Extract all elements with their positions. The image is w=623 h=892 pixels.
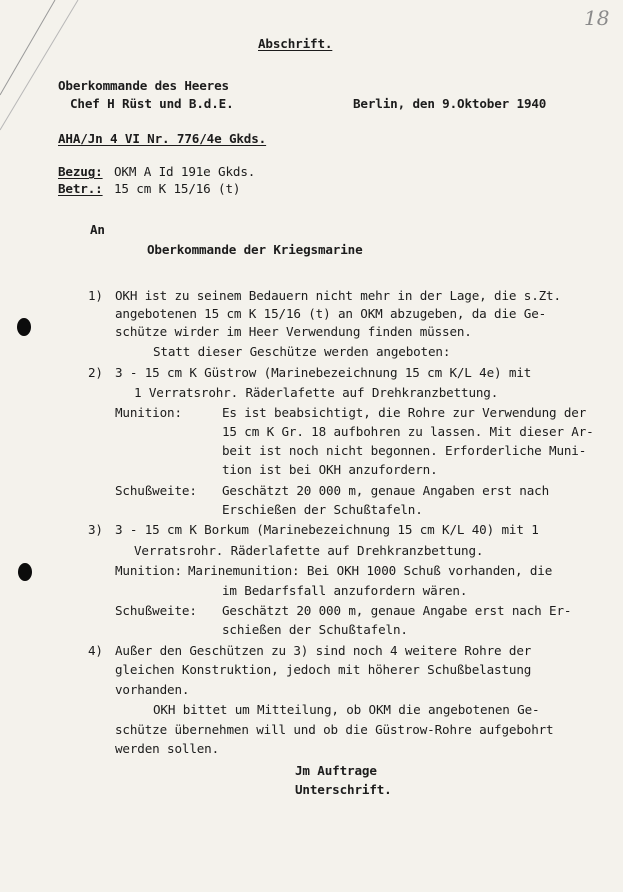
schussweite-label: Schußweite: [115, 483, 197, 498]
closing-line: OKH bittet um Mitteilung, ob OKM die angebotenen Ge- [153, 702, 540, 717]
paragraph-1-line: angebotenen 15 cm K 15/16 (t) an OKM abzugeben, da die Ge- [115, 306, 547, 321]
signature-line-2: Unterschrift. [295, 782, 392, 797]
paragraph-4-number: 4) [88, 643, 103, 658]
paragraph-3-line: Geschätzt 20 000 m, genaue Angabe erst nach Er- [222, 603, 572, 618]
closing-line: werden sollen. [115, 741, 220, 756]
paragraph-2-line: Geschätzt 20 000 m, genaue Angaben erst nach [222, 483, 550, 498]
paragraph-4-line: Außer den Geschützen zu 3) sind noch 4 weitere Rohre der [115, 643, 532, 658]
paragraph-1-line: Statt dieser Geschütze werden angeboten: [153, 344, 451, 359]
punch-hole [18, 563, 32, 581]
paragraph-3-line: im Bedarfsfall anzufordern wären. [222, 583, 468, 598]
salutation-an: An [90, 222, 105, 237]
signature-line-1: Jm Auftrage [295, 763, 377, 778]
paragraph-1-line: OKH ist zu seinem Bedauern nicht mehr in der Lage, die s.Zt. [115, 288, 561, 303]
paragraph-3-number: 3) [88, 522, 103, 537]
place-date: Berlin, den 9.Oktober 1940 [353, 96, 547, 111]
paragraph-3-line: schießen der Schußtafeln. [222, 622, 408, 637]
reference-code: AHA/Jn 4 VI Nr. 776/4e Gkds. [58, 131, 267, 146]
page-number: 18 [584, 6, 610, 30]
paragraph-4-line: gleichen Konstruktion, jedoch mit höherer Schußbelastung [115, 662, 532, 677]
paragraph-3-line: Marinemunition: Bei OKH 1000 Schuß vorhanden, die [188, 563, 553, 578]
sender-line-2: Chef H Rüst und B.d.E. [70, 96, 234, 111]
document-title: Abschrift. [258, 36, 333, 51]
paragraph-2-line: Erschießen der Schußtafeln. [222, 502, 423, 517]
schussweite-label: Schußweite: [115, 603, 197, 618]
paragraph-2-number: 2) [88, 365, 103, 380]
paragraph-1-line: schütze wirder im Heer Verwendung finden müssen. [115, 324, 472, 339]
betr-value: 15 cm K 15/16 (t) [114, 181, 241, 196]
paragraph-1-number: 1) [88, 288, 103, 303]
paragraph-2-line: tion ist bei OKH anzufordern. [222, 462, 438, 477]
punch-hole [17, 318, 31, 336]
bezug-label: Bezug: [58, 164, 103, 179]
paragraph-2-line: 1 Verratsrohr. Räderlafette auf Drehkranzbettung. [134, 385, 499, 400]
betr-label: Betr.: [58, 181, 103, 196]
recipient: Oberkommande der Kriegsmarine [147, 242, 363, 257]
sender-line-1: Oberkommande des Heeres [58, 78, 229, 93]
paragraph-2-line: beit ist noch nicht begonnen. Erforderliche Muni- [222, 443, 587, 458]
closing-line: schütze übernehmen will und ob die Güstrow-Rohre aufgebohrt [115, 722, 554, 737]
paragraph-3-line: 3 - 15 cm K Borkum (Marinebezeichnung 15 cm K/L 40) mit 1 [115, 522, 539, 537]
paragraph-4-line: vorhanden. [115, 682, 190, 697]
munition-label: Munition: [115, 563, 182, 578]
paragraph-3-line: Verratsrohr. Räderlafette auf Drehkranzbettung. [134, 543, 484, 558]
paragraph-2-line: Es ist beabsichtigt, die Rohre zur Verwendung der [222, 405, 587, 420]
paragraph-2-line: 3 - 15 cm K Güstrow (Marinebezeichnung 15 cm K/L 4e) mit [115, 365, 532, 380]
paragraph-2-line: 15 cm K Gr. 18 aufbohren zu lassen. Mit dieser Ar- [222, 424, 594, 439]
munition-label: Munition: [115, 405, 182, 420]
bezug-value: OKM A Id 191e Gkds. [114, 164, 256, 179]
